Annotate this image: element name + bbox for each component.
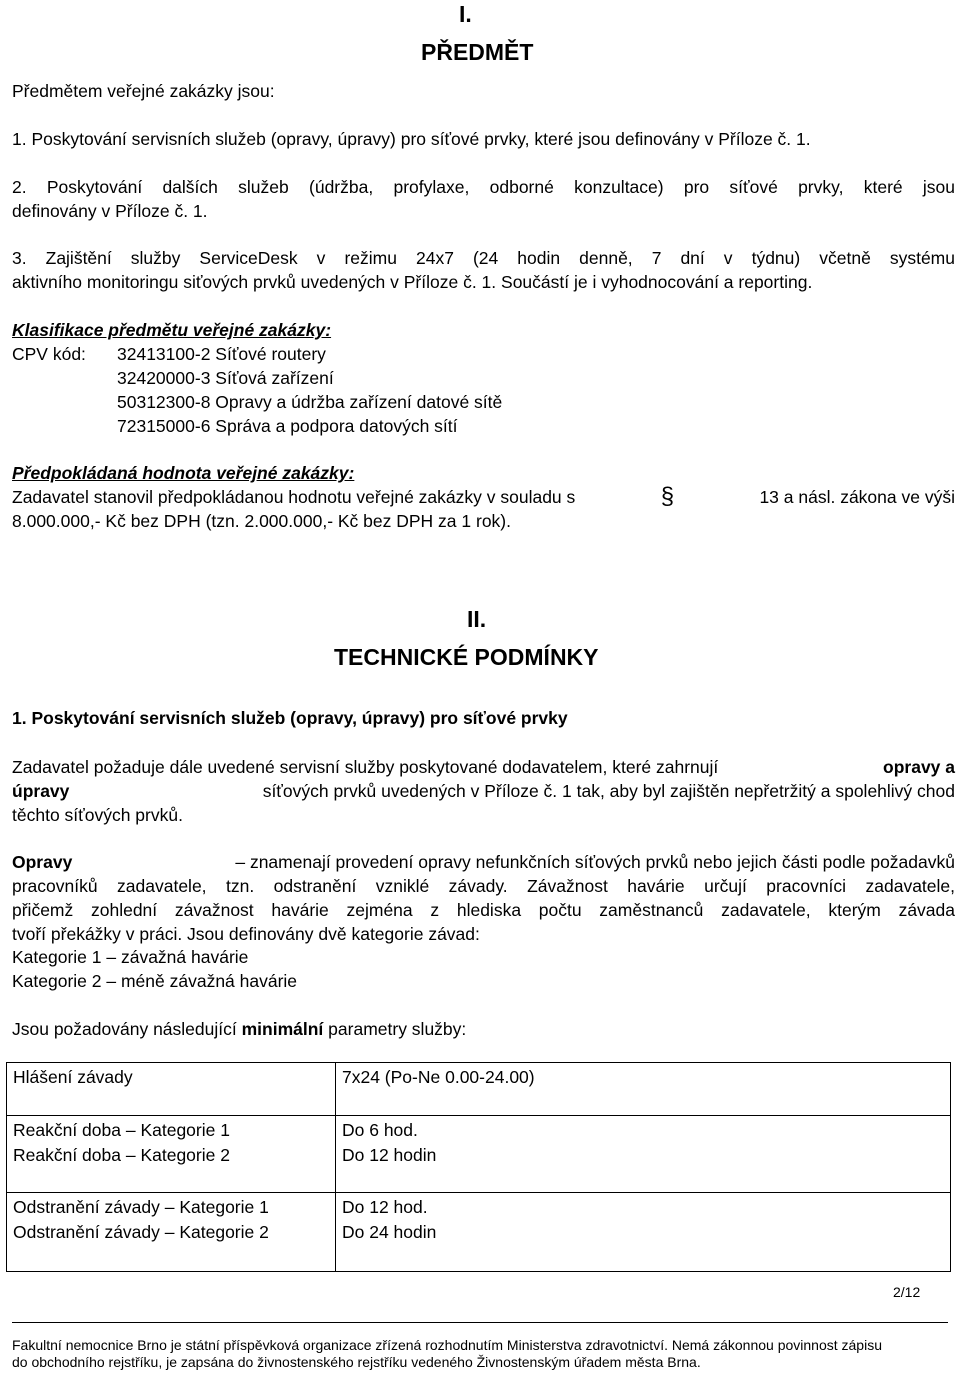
cell-text: Reakční doba – Kategorie 1 xyxy=(13,1120,230,1140)
paragraph-bold: opravy a xyxy=(883,757,955,777)
cpv-code: 32413100-2 Síťové routery xyxy=(117,344,326,364)
requirements-intro xyxy=(12,1017,466,1041)
list-item-continuation: definovány v Příloze č. 1. xyxy=(12,201,208,221)
table-row xyxy=(7,1063,951,1116)
list-item-continuation: aktivního monitoringu siťových prvků uvedených v Příloze č. 1. Součástí je i vyhodnocování a reporting. xyxy=(12,272,813,292)
paragraph-text: Zadavatel požaduje dále uvedené servisní služby poskytované dodavatelem, které zahrnují xyxy=(12,757,719,777)
paragraph-text: parametry služby: xyxy=(328,1019,467,1039)
paragraph-line xyxy=(12,779,955,803)
paragraph-line: těchto síťových prvků. xyxy=(12,805,183,825)
paragraph-bold: Opravy xyxy=(12,852,73,872)
paragraph-line: přičemž zohlední závažnost havárie zejména z hlediska počtu zaměstnanců zadavatele, kterým závada xyxy=(12,900,955,920)
cell-text: Do 24 hodin xyxy=(342,1221,437,1242)
paragraph-line xyxy=(12,755,955,779)
table-row xyxy=(7,1116,951,1193)
cpv-code: 32420000-3 Síťová zařízení xyxy=(117,368,334,388)
table-cell xyxy=(336,1116,951,1193)
cell-text: Do 12 hod. xyxy=(342,1197,428,1217)
estimate-heading: Předpokládaná hodnota veřejné zakázky: xyxy=(12,463,355,483)
subsection-heading: 1. Poskytování servisních služeb (opravy, úpravy) pro síťové prvky xyxy=(12,708,568,728)
category-line: Kategorie 2 – méně závažná havárie xyxy=(12,971,298,991)
paragraph-sign: § xyxy=(660,483,675,510)
paragraph-text: – znamenají provedení opravy nefunkčních síťových prvků nebo jejich části podle požadavků xyxy=(235,852,955,872)
estimate-line xyxy=(12,485,955,509)
table-cell xyxy=(7,1063,336,1116)
parameters-table xyxy=(6,1062,951,1272)
section-title: PŘEDMĚT xyxy=(421,39,534,65)
paragraph-bold: úpravy xyxy=(12,781,70,801)
section-roman: II. xyxy=(467,606,487,632)
table-cell xyxy=(336,1193,951,1272)
paragraph-line: tvoří překážky v práci. Jsou definovány dvě kategorie závad: xyxy=(12,924,480,944)
paragraph-text: síťových prvků uvedených v Příloze č. 1 tak, aby byl zajištěn nepřetržitý a spolehlivý chod xyxy=(262,781,955,801)
footer-line: Fakultní nemocnice Brno je státní příspěvková organizace zřízená rozhodnutím Ministerstva zdravotnictví. Nemá zákonnou povinnost zápisu xyxy=(12,1337,882,1353)
table-cell xyxy=(336,1063,951,1116)
list-item: 1. Poskytování servisních služeb (opravy, úpravy) pro síťové prvky, které jsou definovány v Příloze č. 1. xyxy=(12,129,811,149)
cpv-code: 72315000-6 Správa a podpora datových sítí xyxy=(117,416,458,436)
list-item: 3. Zajištění služby ServiceDesk v režimu 24x7 (24 hodin denně, 7 dní v týdnu) včetně systému xyxy=(12,248,955,268)
table-cell xyxy=(7,1116,336,1193)
table-row xyxy=(7,1193,951,1272)
cpv-label: CPV kód: xyxy=(12,344,86,364)
list-item: 2. Poskytování dalších služeb (údržba, profylaxe, odborné konzultace) pro síťové prvky, které jsou xyxy=(12,177,955,197)
footer-divider xyxy=(12,1322,948,1323)
page-number: 2/12 xyxy=(893,1284,921,1300)
section-roman: I. xyxy=(459,1,472,27)
estimate-amount: 8.000.000,- Kč bez DPH (tzn. 2.000.000,- Kč bez DPH za 1 rok). xyxy=(12,511,511,531)
cell-text: 7x24 (Po-Ne 0.00-24.00) xyxy=(342,1067,535,1087)
paragraph-line xyxy=(12,850,955,874)
estimate-text: 13 a násl. zákona ve výši xyxy=(759,487,955,507)
category-line: Kategorie 1 – závažná havárie xyxy=(12,947,249,967)
cell-text: Do 6 hod. xyxy=(342,1120,418,1140)
paragraph-text: Jsou požadovány následující xyxy=(12,1019,237,1039)
paragraph-bold: minimální xyxy=(241,1019,324,1039)
section-title: TECHNICKÉ PODMÍNKY xyxy=(334,644,599,670)
paragraph-line: pracovníků zadavatele, tzn. odstranění vzniklé závady. Závažnost havárie určují pracovníci zadavatele, xyxy=(12,876,955,896)
cell-text: Odstranění závady – Kategorie 2 xyxy=(13,1221,269,1242)
table-cell xyxy=(7,1193,336,1272)
cpv-code: 50312300-8 Opravy a údržba zařízení datové sítě xyxy=(117,392,503,412)
intro-text: Předmětem veřejné zakázky jsou: xyxy=(12,81,275,101)
cell-text: Do 12 hodin xyxy=(342,1144,437,1165)
cell-text: Reakční doba – Kategorie 2 xyxy=(13,1144,230,1165)
estimate-text: Zadavatel stanovil předpokládanou hodnotu veřejné zakázky v souladu s xyxy=(12,487,576,507)
cell-text: Hlášení závady xyxy=(13,1067,133,1087)
classification-heading: Klasifikace předmětu veřejné zakázky: xyxy=(12,320,332,340)
footer-line: do obchodního rejstříku, je zapsána do živnostenského rejstříku vedeného Živnostenským úřadem města Brna. xyxy=(12,1354,701,1370)
cell-text: Odstranění závady – Kategorie 1 xyxy=(13,1197,269,1217)
